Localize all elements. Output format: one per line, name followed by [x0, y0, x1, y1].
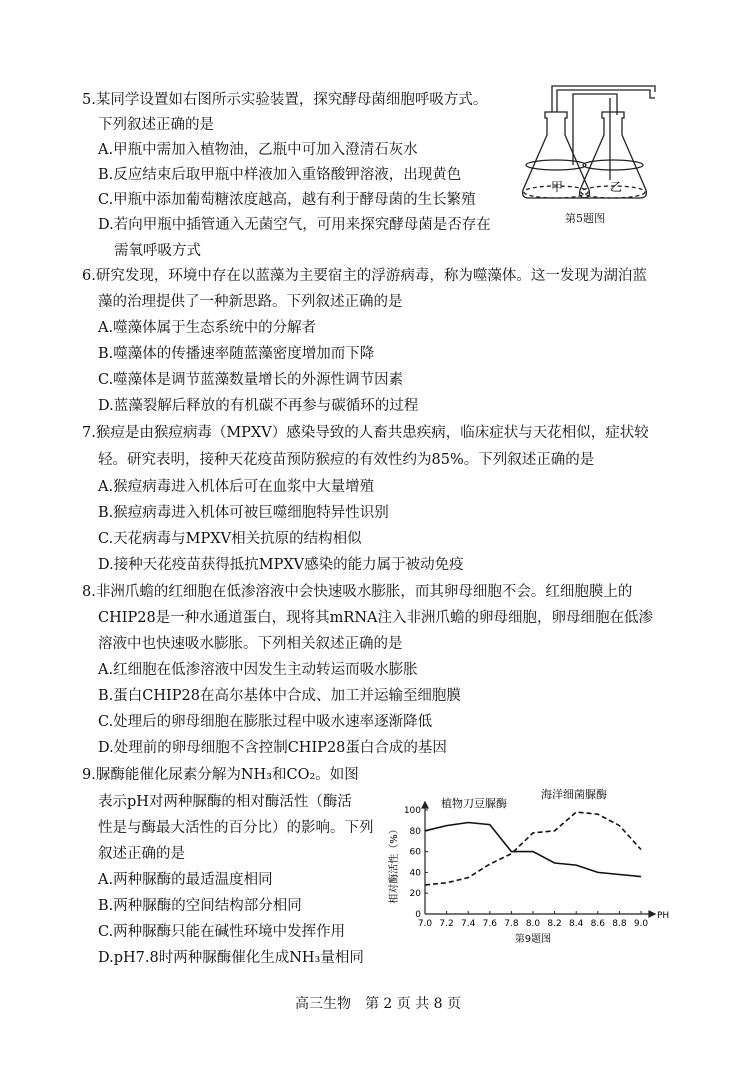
x-tick-label: 9.0 — [633, 919, 649, 929]
q8-option-b: B.蛋白CHIP28在高尔基体中合成、加工并运输至细胞膜 — [98, 688, 461, 704]
q7-option-d: D.接种天花疫苗获得抵抗MPXV感染的能力属于被动免疫 — [98, 557, 464, 573]
x-tick-label: 7.0 — [417, 919, 433, 929]
x-tick-label: 7.4 — [461, 919, 476, 929]
flask-label-jia: 甲 — [551, 180, 564, 194]
q6-stem-line2: 藻的治理提供了一种新思路。下列叙述正确的是 — [98, 294, 403, 310]
q7-stem-line1: 7.猴痘是由猴痘病毒（MPXV）感染导致的人畜共患疾病，临床症状与天花相似，症状较 — [82, 425, 649, 441]
q9-option-c: C.两种脲酶只能在碱性环境中发挥作用 — [98, 924, 346, 940]
q6-option-d: D.蓝藻裂解后释放的有机碳不再参与碳循环的过程 — [98, 398, 419, 414]
y-tick-label: 80 — [409, 826, 421, 837]
q5-stem-line2: 下列叙述正确的是 — [98, 117, 214, 133]
q8-option-c: C.处理后的卵母细胞在膨胀过程中吸水速率逐渐降低 — [98, 714, 433, 730]
q9-stem-line4: 叙述正确的是 — [98, 846, 185, 862]
q5-option-a: A.甲瓶中需加入植物油，乙瓶中可加入澄清石灰水 — [98, 142, 418, 158]
y-axis-arrow — [422, 802, 428, 808]
q9-stem-line3: 性是与酶最大活性的百分比）的影响。下列 — [98, 820, 374, 836]
q9-stem-line1: 9.脲酶能催化尿素分解为NH₃和CO₂。如图 — [82, 767, 359, 783]
q6-stem-line1: 6.研究发现，环境中存在以蓝藻为主要宿主的浮游病毒，称为噬藻体。这一发现为湖泊蓝 — [82, 268, 647, 284]
q8-stem-line2: CHIP28是一种水通道蛋白，现将其mRNA注入非洲爪蟾的卵母细胞，卵母细胞在低渗 — [98, 610, 653, 626]
q7-option-a: A.猴痘病毒进入机体后可在血浆中大量增殖 — [98, 479, 375, 495]
q5-option-d-line2: 需氧呼吸方式 — [114, 243, 201, 259]
q5-option-c: C.甲瓶中添加葡萄糖浓度越高，越有利于酵母菌的生长繁殖 — [98, 192, 476, 208]
series-label-1: 植物刀豆脲酶 — [441, 797, 507, 810]
x-tick-label: 8.4 — [569, 919, 584, 929]
q5-option-b: B.反应结束后取甲瓶中样液加入重铬酸钾溶液，出现黄色 — [98, 167, 462, 183]
figure-5-caption: 第5题图 — [565, 212, 605, 225]
q6-option-a: A.噬藻体属于生态系统中的分解者 — [98, 320, 317, 336]
x-tick-label: 7.2 — [439, 919, 454, 929]
q8-stem-line1: 8.非洲爪蟾的红细胞在低渗溶液中会快速吸水膨胀，而其卵母细胞不会。红细胞膜上的 — [82, 584, 633, 600]
x-tick-label: 8.8 — [612, 919, 627, 929]
x-axis-label: PH — [657, 911, 670, 921]
figure-9-chart — [383, 782, 683, 957]
x-tick-label: 7.8 — [504, 919, 519, 929]
chart-title: 第9题图 — [514, 934, 552, 945]
figure-5-flasks — [515, 80, 675, 230]
q9-stem-line2: 表示pH对两种脲酶的相对酶活性（酶活 — [98, 794, 352, 810]
series-label-2: 海洋细菌脲酶 — [541, 788, 607, 801]
x-tick-label: 8.6 — [590, 919, 605, 929]
y-tick-label: 0 — [415, 910, 421, 920]
q5-stem-line1: 5.某同学设置如右图所示实验装置，探究酵母菌细胞呼吸方式。 — [82, 92, 488, 108]
y-tick-label: 100 — [403, 806, 421, 816]
y-tick-label: 60 — [409, 847, 421, 858]
y-tick-label: 40 — [409, 868, 421, 879]
q7-option-c: C.天花病毒与MPXV相关抗原的结构相似 — [98, 531, 362, 547]
q6-option-c: C.噬藻体是调节蓝藻数量增长的外源性调节因素 — [98, 372, 404, 388]
x-axis-arrow — [649, 911, 655, 917]
q9-option-a: A.两种脲酶的最适温度相同 — [98, 872, 273, 888]
x-tick-label: 7.6 — [482, 919, 497, 929]
y-axis-label: 相对酶活性（%） — [389, 824, 400, 904]
series-line-1 — [425, 823, 641, 877]
x-tick-label: 8.0 — [525, 919, 541, 929]
q9-option-b: B.两种脲酶的空间结构部分相同 — [98, 898, 302, 914]
flask-label-yi: 乙 — [610, 180, 623, 194]
q8-stem-line3: 溶液中也快速吸水膨胀。下列相关叙述正确的是 — [98, 636, 403, 652]
q8-option-a: A.红细胞在低渗溶液中因发生主动转运而吸水膨胀 — [98, 662, 418, 678]
q7-stem-line2: 轻。研究表明，接种天花疫苗预防猴痘的有效性约为85%。下列叙述正确的是 — [98, 452, 595, 468]
q8-option-d: D.处理前的卵母细胞不含控制CHIP28蛋白合成的基因 — [98, 740, 447, 756]
q7-option-b: B.猴痘病毒进入机体可被巨噬细胞特异性识别 — [98, 505, 389, 521]
q6-option-b: B.噬藻体的传播速率随蓝藻密度增加而下降 — [98, 346, 375, 362]
q9-option-d: D.pH7.8时两种脲酶催化生成NH₃量相同 — [98, 950, 364, 966]
page-footer: 高三生物 第 2 页 共 8 页 — [294, 996, 462, 1012]
q5-option-d-line1: D.若向甲瓶中插管通入无菌空气，可用来探究酵母菌是否存在 — [98, 217, 491, 233]
x-tick-label: 8.2 — [547, 919, 562, 929]
y-tick-label: 20 — [409, 889, 421, 900]
